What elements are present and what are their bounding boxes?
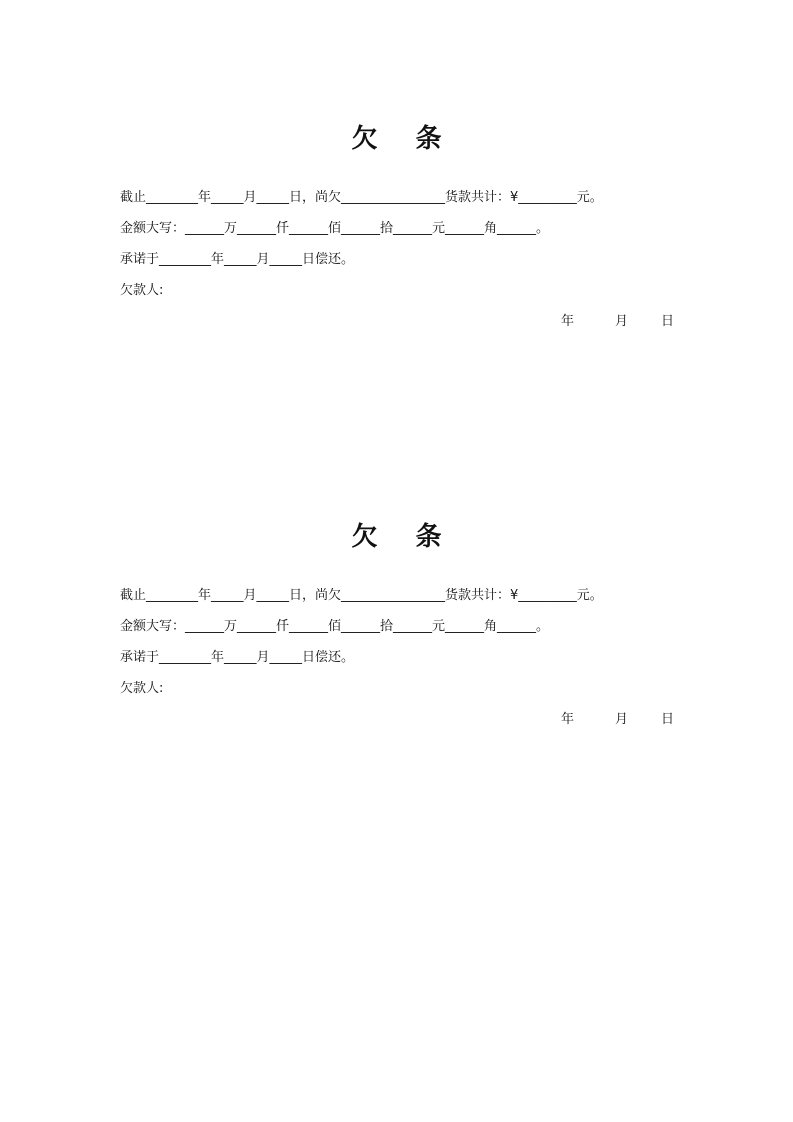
note-title [0, 516, 793, 558]
debtor-label: 欠款人: [120, 681, 164, 696]
note-title-char-1: 欠 [351, 522, 378, 552]
note-title-char-2: 条 [415, 522, 442, 552]
iou-note-2 [0, 516, 793, 756]
note-title [0, 118, 793, 160]
date-month-label: 月 [615, 712, 629, 727]
date-year-label: 年 [561, 314, 575, 329]
debtor-label: 欠款人: [120, 283, 164, 298]
amount-in-words-line: 金额大写：______万______仟______佰______拾______元______角______。 [120, 619, 550, 634]
debt-date-amount-line: 截止________年_____月_____日，尚欠________________货款共计：¥_________元。 [120, 588, 603, 603]
repayment-promise-line: 承诺于________年_____月_____日偿还。 [120, 252, 355, 267]
date-year-label: 年 [561, 712, 575, 727]
repayment-promise-line: 承诺于________年_____月_____日偿还。 [120, 650, 355, 665]
iou-note-1 [0, 118, 793, 358]
date-day-label: 日 [661, 712, 675, 727]
note-title-char-2: 条 [415, 124, 442, 154]
amount-in-words-line: 金额大写：______万______仟______佰______拾______元______角______。 [120, 221, 550, 236]
date-day-label: 日 [661, 314, 675, 329]
note-title-char-1: 欠 [351, 124, 378, 154]
debt-date-amount-line: 截止________年_____月_____日，尚欠________________货款共计：¥_________元。 [120, 190, 603, 205]
date-month-label: 月 [615, 314, 629, 329]
